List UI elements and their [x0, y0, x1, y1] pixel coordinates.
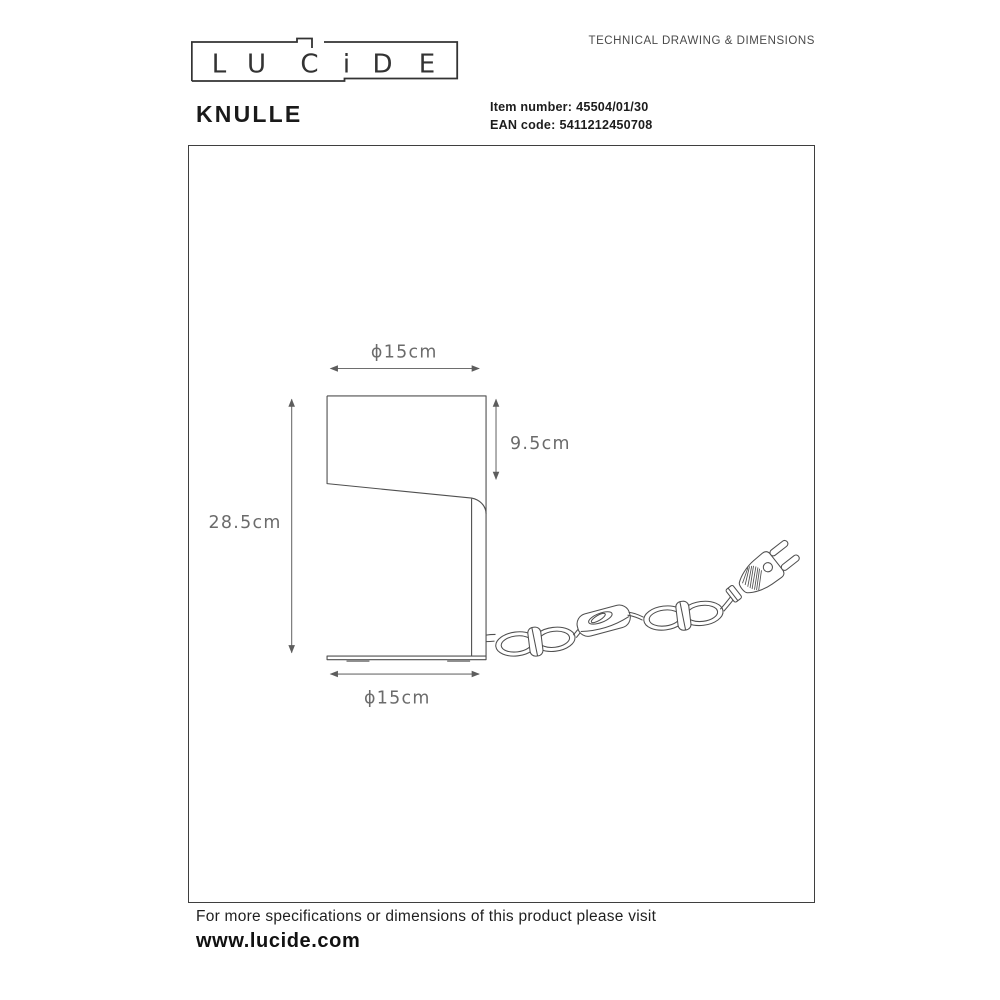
lamp-base	[327, 656, 486, 660]
ean-row	[490, 117, 652, 135]
product-meta	[490, 99, 652, 134]
drawing-frame	[188, 145, 815, 903]
euro-plug	[732, 537, 802, 601]
item-number-row	[490, 99, 652, 117]
dim-label-shade-height: 9.5cm	[509, 434, 571, 455]
technical-drawing	[189, 146, 814, 902]
dim-label-top-diameter: ϕ15cm	[370, 342, 438, 363]
plug-pin-bottom	[780, 554, 800, 572]
lamp-shade-top-right-edge	[327, 396, 486, 656]
plug-body	[732, 550, 786, 601]
logo-letter: i	[342, 49, 351, 80]
dimension-lines	[292, 368, 496, 674]
footer-website-link[interactable]: www.lucide.com	[196, 930, 361, 952]
ean-value: 5411212450708	[559, 117, 653, 132]
cord-coil-2	[642, 597, 725, 635]
doc-type-title: TECHNICAL DRAWING & DIMENSIONS	[588, 35, 815, 47]
logo-letter: D	[372, 49, 393, 80]
lamp-foot-right	[447, 660, 470, 662]
footer-note: For more specifications or dimensions of this product please visit	[196, 908, 657, 925]
item-number-value: 45504/01/30	[576, 100, 649, 114]
cord-coil-1	[494, 622, 577, 660]
logo-letter: L	[211, 49, 227, 80]
plug-pin-top	[769, 539, 789, 557]
dim-label-base-diameter: ϕ15cm	[363, 688, 431, 709]
product-name: KNULLE	[196, 101, 303, 127]
logo-letter: C	[300, 49, 319, 80]
logo-letter: U	[246, 49, 267, 80]
logo-letter: E	[418, 49, 436, 80]
ean-label: EAN code:	[490, 117, 556, 132]
lamp-shade-left-slant-curl	[327, 396, 486, 514]
dim-label-total-height: 28.5cm	[208, 512, 282, 533]
footer	[196, 908, 656, 953]
lamp-body	[327, 396, 486, 662]
lamp-foot-left	[346, 660, 369, 662]
cord-exit	[486, 634, 495, 641]
item-number-label: Item number:	[490, 100, 573, 114]
logo-letters	[212, 50, 435, 80]
lucide-logo	[191, 37, 461, 87]
logo-box-outline	[192, 39, 457, 82]
power-cord	[486, 537, 802, 661]
inline-switch	[575, 603, 633, 639]
